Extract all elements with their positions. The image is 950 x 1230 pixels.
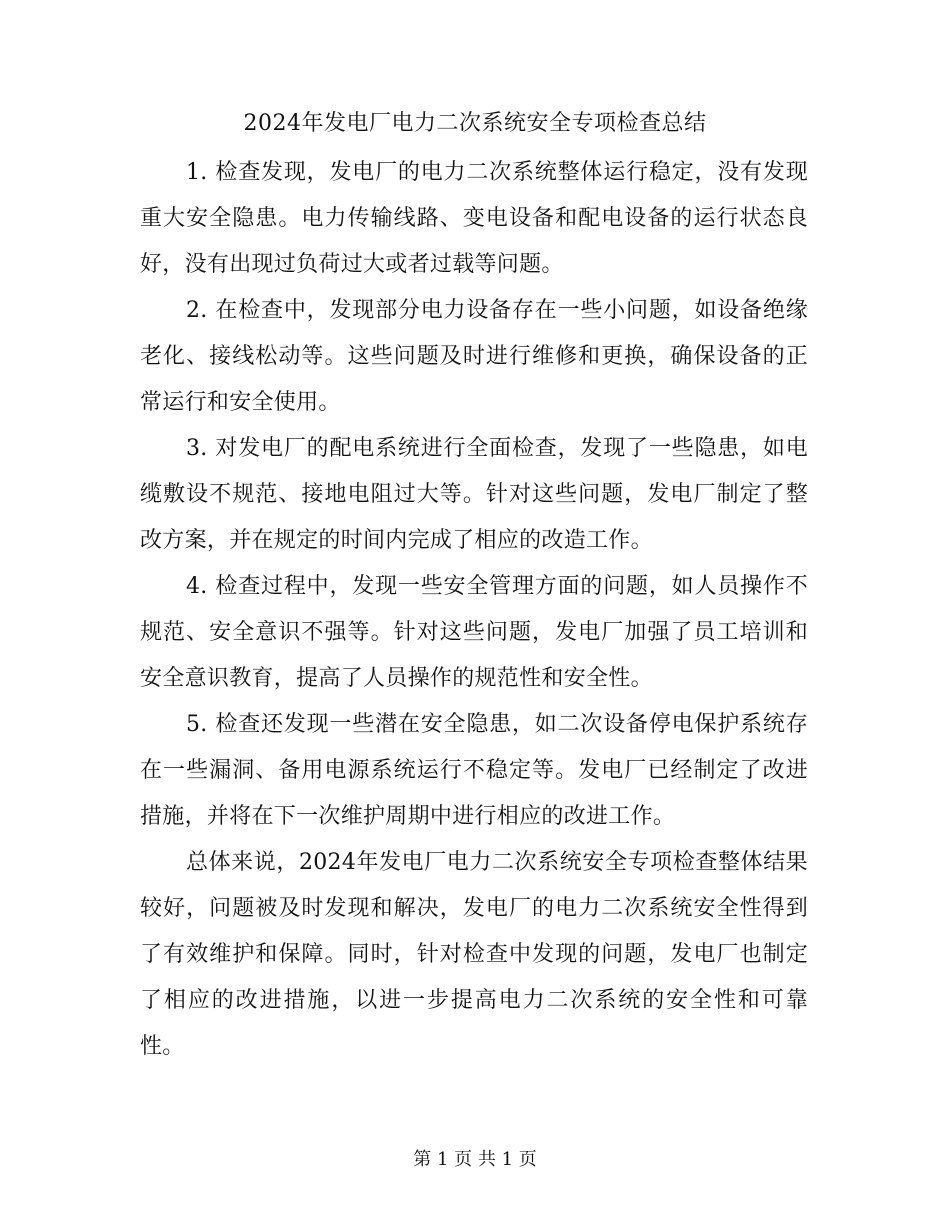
page-footer: 第 1 页 共 1 页 (413, 1149, 537, 1170)
paragraph-3: 3. 对发电厂的配电系统进行全面检查，发现了一些隐患，如电缆敷设不规范、接地电阻过大等。针对这些问题，发电厂制定了整改方案，并在规定的时间内完成了相应的改造工作。 (140, 436, 808, 553)
paragraph-4: 4. 检查过程中，发现一些安全管理方面的问题，如人员操作不规范、安全意识不强等。针对这些问题，发电厂加强了员工培训和安全意识教育，提高了人员操作的规范性和安全性。 (140, 574, 808, 691)
paragraph-summary: 总体来说，2024年发电厂电力二次系统安全专项检查整体结果较好，问题被及时发现和解决，发电厂的电力二次系统安全性得到了有效维护和保障。同时，针对检查中发现的问题，发电厂也制定了相应的改进措施，以进一步提高电力二次系统的安全性和可靠性。 (140, 850, 808, 1059)
document-title: 2024年发电厂电力二次系统安全专项检查总结 (243, 111, 707, 136)
document-body (140, 150, 808, 1070)
paragraph-2: 2. 在检查中，发现部分电力设备存在一些小问题，如设备绝缘老化、接线松动等。这些问题及时进行维修和更换，确保设备的正常运行和安全使用。 (140, 298, 808, 415)
paragraph-1: 1. 检查发现，发电厂的电力二次系统整体运行稳定，没有发现重大安全隐患。电力传输线路、变电设备和配电设备的运行状态良好，没有出现过负荷过大或者过载等问题。 (140, 160, 808, 277)
paragraph-5: 5. 检查还发现一些潜在安全隐患，如二次设备停电保护系统存在一些漏洞、备用电源系统运行不稳定等。发电厂已经制定了改进措施，并将在下一次维护周期中进行相应的改进工作。 (140, 712, 808, 829)
